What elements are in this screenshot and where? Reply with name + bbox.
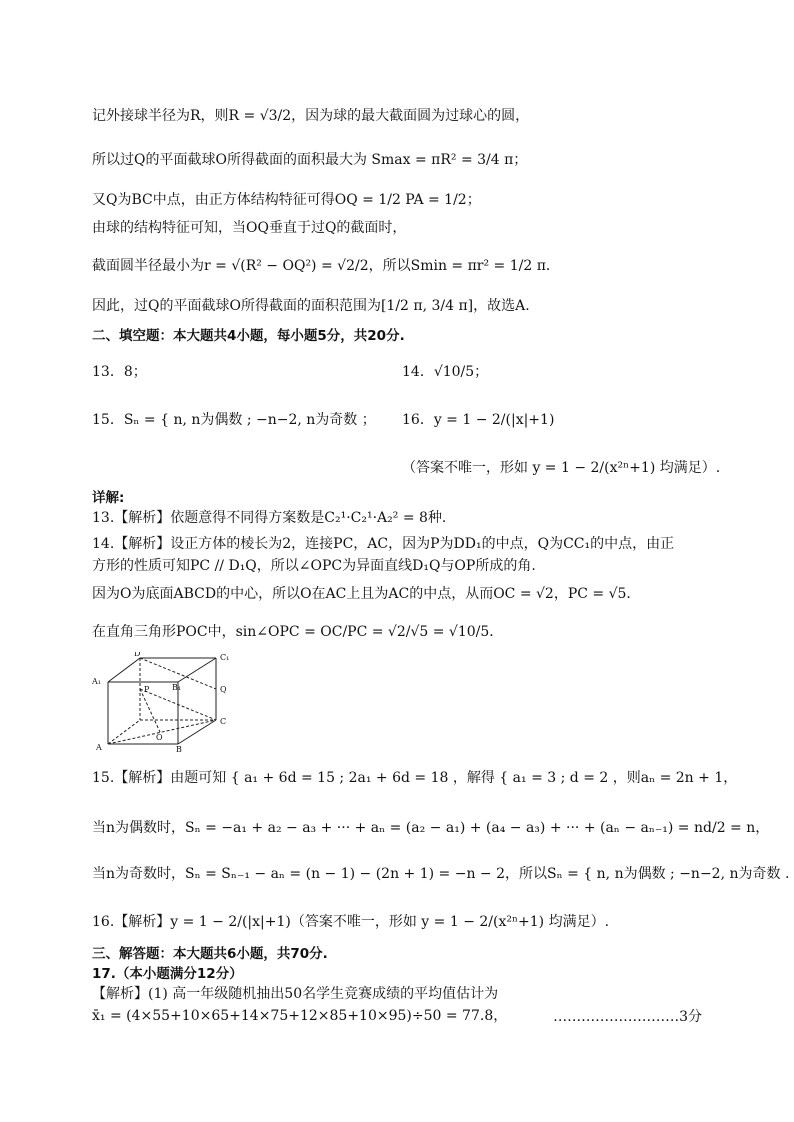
detail-15-c: 当n为奇数时，Sₙ = Sₙ₋₁ − aₙ = (n − 1) − (2n + 1) = −n − 2，所以Sₙ = { n, n为偶数 ; −n−2, n为奇数 . <box>92 866 790 882</box>
detail-13: 13.【解析】依题意得不同得方案数是C₂¹·C₂¹·A₂² = 8种. <box>92 510 447 526</box>
score-marker: ………………………3分 <box>553 1009 702 1025</box>
sol12-line6: 因此，过Q的平面截球O所得截面的面积范围为[1/2 π, 3/4 π]，故选A. <box>92 298 530 314</box>
detail-14-b: 方形的性质可知PC // D₁Q，所以∠OPC为异面直线D₁Q与OP所成的角. <box>92 558 536 574</box>
sol12-line2: 所以过Q的平面截球O所得截面的面积最大为 Smax = πR² = 3/4 π； <box>92 152 528 168</box>
sol12-line5: 截面圆半径最小为r = √(R² − OQ²) = √2/2，所以Smin = πr² = 1/2 π． <box>92 258 560 274</box>
label-O: O <box>156 733 163 742</box>
detail-14-d: 在直角三角形POC中，sin∠OPC = OC/PC = √2/√5 = √10/5． <box>92 624 504 640</box>
label-A: A <box>96 743 102 752</box>
detail-16: 16.【解析】y = 1 − 2/(|x|+1)（答案不唯一，形如 y = 1 − 2/(x²ⁿ+1) 均满足）. <box>92 914 610 930</box>
detail-14-a: 14.【解析】设正方体的棱长为2，连接PC，AC，因为P为DD₁的中点，Q为CC₁的中点，由正 <box>92 536 675 552</box>
cube-figure <box>90 652 240 752</box>
label-P: P <box>144 685 150 694</box>
section3-heading: 三、解答题：本大题共6小题，共70分. <box>92 946 328 962</box>
sol12-line4: 由球的结构特征可知，当OQ垂直于过Q的截面时， <box>92 220 407 236</box>
label-C: C <box>220 717 227 726</box>
question-17-line-b: x̄₁ = (4×55+10×65+14×75+12×85+10×95)÷50 = 77.8， <box>92 1008 508 1024</box>
sol12-line1: 记外接球半径为R，则R = √3/2，因为球的最大截面圆为过球心的圆， <box>92 108 530 124</box>
answer-13: 13．8； <box>92 364 147 380</box>
question-17-title: 17.（本小题满分12分） <box>92 966 243 982</box>
answer-15: 15．Sₙ = { n, n为偶数 ; −n−2, n为奇数 ； <box>92 412 376 428</box>
label-A1: A₁ <box>92 677 101 686</box>
label-Q: Q <box>220 685 227 694</box>
question-17-line-a: 【解析】(1) 高一年级随机抽出50名学生竞赛成绩的平均值估计为 <box>92 986 499 1002</box>
section2-heading: 二、填空题：本大题共4小题，每小题5分，共20分. <box>92 328 405 344</box>
detail-15-b: 当n为偶数时，Sₙ = −a₁ + a₂ − a₃ + ··· + aₙ = (a₂ − a₁) + (a₄ − a₃) + ··· + (aₙ − aₙ₋₁) = nd/2 = n， <box>92 820 770 836</box>
detail-heading: 详解: <box>92 490 125 506</box>
answer-16-note: （答案不唯一，形如 y = 1 − 2/(x²ⁿ+1) 均满足）. <box>402 460 721 476</box>
sol12-line3: 又Q为BC中点，由正方体结构特征可得OQ = 1/2 PA = 1/2； <box>92 192 481 208</box>
answer-16: 16．y = 1 − 2/(|x|+1) <box>402 412 555 428</box>
label-C1: C₁ <box>220 653 230 662</box>
label-D: D <box>134 652 141 658</box>
answer-14: 14．√10/5； <box>402 364 489 380</box>
detail-15-a: 15.【解析】由题可知 { a₁ + 6d = 15 ; 2a₁ + 6d = 18 ，解得 { a₁ = 3 ; d = 2 ，则aₙ = 2n + 1， <box>92 770 738 786</box>
detail-14-c: 因为O为底面ABCD的中心，所以O在AC上且为AC的中点，从而OC = √2，PC = √5． <box>92 586 641 602</box>
label-B: B <box>176 745 182 752</box>
label-B1: B₁ <box>172 683 182 692</box>
